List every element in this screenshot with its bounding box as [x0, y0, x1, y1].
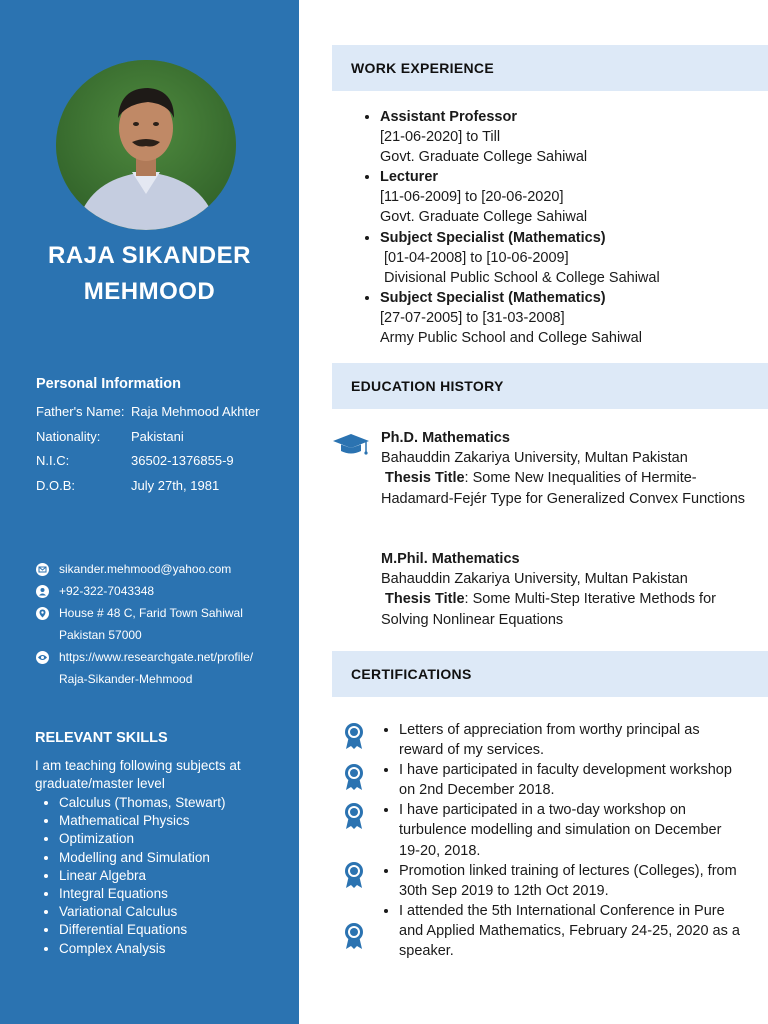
- certification-item: • I have participated in a two-day workshop on turbulence modelling and simulation on December 19-20, 2018.: [399, 800, 744, 860]
- work-role: Subject Specialist (Mathematics): [380, 289, 606, 306]
- email-text: sikander.mehmood@yahoo.com: [59, 562, 232, 576]
- dob-row: [36, 478, 296, 493]
- skills-title: RELEVANT SKILLS: [35, 730, 168, 746]
- work-place: Army Public School and College Sahiwal: [380, 330, 642, 347]
- work-dates: [21-06-2020] to Till: [380, 129, 501, 146]
- address-line-2: Pakistan 57000: [59, 628, 142, 642]
- education-item: [381, 428, 751, 509]
- address-line-1: House # 48 C, Farid Town Sahiwal: [59, 606, 243, 620]
- graduation-cap-icon: [331, 432, 371, 458]
- father-name-value: Raja Mehmood Akhter: [131, 404, 260, 419]
- mail-icon: [36, 563, 49, 576]
- work-dates: [01-04-2008] to [10-06-2009]: [380, 249, 569, 266]
- thesis-label: Thesis Title: [385, 591, 465, 608]
- work-item: [380, 228, 768, 288]
- personal-info-title: Personal Information: [36, 376, 182, 392]
- education-item: [381, 549, 751, 630]
- thesis-title: : Some Multi-Step Iterative Methods for Solving Nonlinear Equations: [381, 591, 716, 628]
- skill-item: • Differential Equations: [59, 921, 226, 939]
- certification-item: • I attended the 5th International Conference in Pure and Applied Mathematics, February 24-25, 2020 as a speaker.: [399, 901, 744, 961]
- work-experience-header: [332, 45, 768, 91]
- work-role: Assistant Professor: [380, 109, 517, 125]
- work-dates: [11-06-2009] to [20-06-2020]: [380, 189, 564, 206]
- name-line-1: RAJA SIKANDER: [48, 242, 251, 269]
- thesis-title: : Some New Inequalities of Hermite-Hadamard-Fejér Type for Generalized Convex Functions: [381, 470, 746, 507]
- skill-item: • Modelling and Simulation: [59, 849, 226, 867]
- nationality-row: [36, 429, 296, 444]
- award-ribbon-icon: [343, 922, 365, 950]
- dob-label: D.O.B:: [36, 478, 76, 493]
- nic-value: 36502-1376855-9: [131, 453, 234, 468]
- father-name-label: Father's Name:: [36, 404, 125, 419]
- institution: Bahauddin Zakariya University, Multan Pakistan: [381, 571, 688, 588]
- certifications-title: CERTIFICATIONS: [351, 666, 472, 682]
- dob-value: July 27th, 1981: [131, 478, 220, 493]
- father-name-row: [36, 404, 296, 419]
- work-dates: [27-07-2005] to [31-03-2008]: [380, 309, 565, 326]
- education-title: EDUCATION HISTORY: [351, 378, 504, 394]
- work-place: Govt. Graduate College Sahiwal: [380, 209, 588, 226]
- work-item: [380, 288, 768, 348]
- nic-label: N.I.C:: [36, 453, 70, 468]
- degree-title: Ph.D. Mathematics: [381, 430, 510, 446]
- work-place: Govt. Graduate College Sahiwal: [380, 149, 588, 166]
- work-place: Divisional Public School & College Sahiwal: [380, 269, 660, 286]
- phone-text: +92-322-7043348: [59, 584, 155, 598]
- certifications-header: [332, 651, 768, 697]
- institution: Bahauddin Zakariya University, Multan Pakistan: [381, 450, 688, 467]
- certification-item: • I have participated in faculty development workshop on 2nd December 2018.: [399, 760, 744, 800]
- candidate-name: [0, 238, 299, 310]
- work-item: [380, 107, 768, 167]
- skill-item: • Linear Algebra: [59, 867, 226, 885]
- work-role: Lecturer: [380, 169, 439, 186]
- certification-item: • Promotion linked training of lectures (Colleges), from 30th Sep 2019 to 12th Oct 2019.: [399, 861, 744, 901]
- education-header: [332, 363, 768, 409]
- work-role: Subject Specialist (Mathematics): [380, 229, 606, 246]
- name-line-2: MEHMOOD: [83, 278, 216, 305]
- award-ribbon-icon: [343, 861, 365, 889]
- skill-item: • Calculus (Thomas, Stewart): [59, 794, 226, 812]
- certification-item: • Letters of appreciation from worthy principal as reward of my services.: [399, 720, 744, 760]
- certifications-list: [380, 720, 744, 961]
- skills-list: [35, 794, 226, 958]
- thesis-label: Thesis Title: [385, 470, 465, 487]
- skill-item: • Mathematical Physics: [59, 812, 226, 830]
- award-ribbon-icon: [343, 763, 365, 791]
- skill-item: • Variational Calculus: [59, 903, 226, 921]
- nic-row: [36, 453, 296, 468]
- user-icon: [36, 585, 49, 598]
- skill-item: • Optimization: [59, 830, 226, 848]
- skills-intro: I am teaching following subjects at graduate/master level: [35, 758, 241, 791]
- nationality-value: Pakistani: [131, 429, 184, 444]
- skill-item: • Complex Analysis: [59, 940, 226, 958]
- sidebar: [0, 0, 299, 1024]
- eye-icon: [36, 651, 49, 664]
- nationality-label: Nationality:: [36, 429, 101, 444]
- award-ribbon-icon: [343, 802, 365, 830]
- profile-photo: [56, 60, 236, 230]
- skill-item: • Integral Equations: [59, 885, 226, 903]
- website-line-1: https://www.researchgate.net/profile/: [59, 650, 254, 664]
- work-list: [350, 107, 768, 348]
- degree-title: M.Phil. Mathematics: [381, 551, 520, 567]
- website-line-2: Raja-Sikander-Mehmood: [59, 672, 193, 686]
- location-icon: [36, 607, 49, 620]
- award-ribbon-icon: [343, 722, 365, 750]
- work-experience-title: WORK EXPERIENCE: [351, 60, 494, 76]
- work-item: [380, 167, 768, 227]
